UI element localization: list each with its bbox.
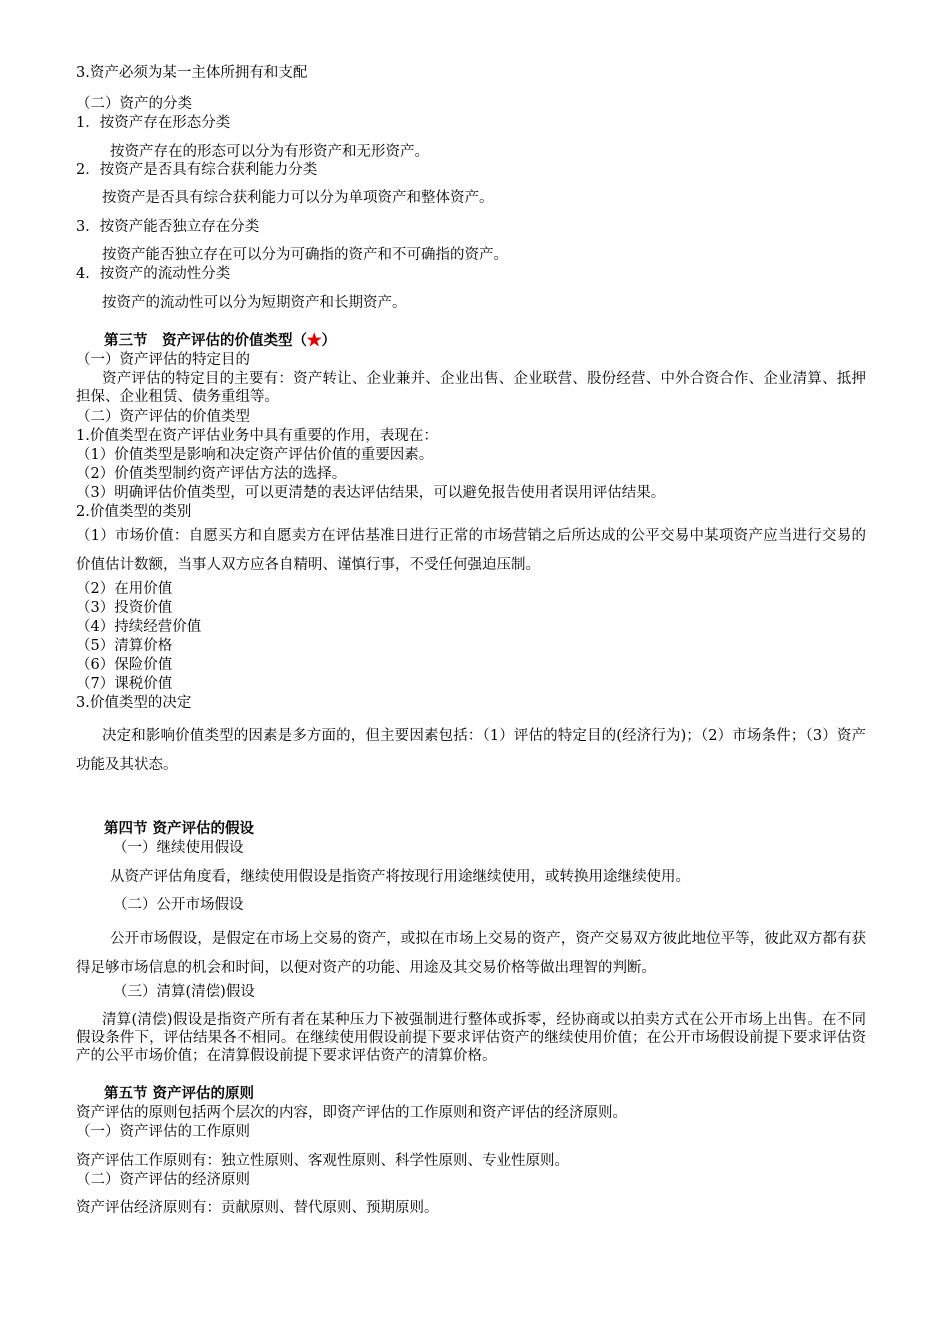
text-line: 1.价值类型在资产评估业务中具有重要的作用，表现在： [76,428,438,444]
list-item: （4）持续经营价值 [76,619,202,635]
paragraph: 按资产的流动性可以分为短期资产和长期资产。 [102,295,407,311]
list-item: （3）投资价值 [76,600,173,616]
section-title-close: ） [321,332,336,349]
paragraph: 公开市场假设，是假定在市场上交易的资产，或拟在市场上交易的资产，资产交易双方彼此地位平等，彼此双方都有获得足够市场信息的机会和时间，以便对资产的功能、用途及其交易价格等做出理智的判断。 [76,931,866,976]
list-item: （1）价值类型是影响和决定资产评估价值的重要因素。 [76,447,434,463]
list-item-heading: 2．按资产是否具有综合获利能力分类 [76,162,318,178]
section-title: 第四节 资产评估的假设 [104,820,255,837]
paragraph: （1）市场价值：自愿买方和自愿卖方在评估基准日进行正常的市场营销之后所达成的公平交易中某项资产应当进行交易的价值估计数额，当事人双方应各自精明、谨慎行事，不受任何强迫压制。 [76,528,866,573]
paragraph: 资产评估的特定目的主要有：资产转让、企业兼并、企业出售、企业联营、股份经营、中外合资合作、企业清算、抵押担保、企业租赁、债务重组等。 [76,371,866,405]
list-item: （6）保险价值 [76,657,173,673]
text-line: 3.资产必须为某一主体所拥有和支配 [76,65,308,81]
list-item: （7）课税价值 [76,676,173,692]
text-line: 3.价值类型的决定 [76,695,192,711]
subheading: （二）公开市场假设 [113,897,244,913]
paragraph: 清算(清偿)假设是指资产所有者在某种压力下被强制进行整体或拆零，经协商或以拍卖方式在公开市场上出售。在不同假设条件下，评估结果各不相同。在继续使用假设前提下要求评估资产的继续使用价值；在公开市场假设前提下要求评估资产的公平市场价值；在清算假设前提下要求评估资产的清算价格。 [76,1012,866,1064]
paragraph: 从资产评估角度看，继续使用假设是指资产将按现行用途继续使用，或转换用途继续使用。 [110,869,690,885]
section-title-text: 第三节 资产评估的价值类型（ [104,332,307,349]
paragraph: 决定和影响价值类型的因素是多方面的，但主要因素包括：（1）评估的特定目的(经济行为)；（2）市场条件；（3）资产功能及其状态。 [76,728,866,773]
list-item: （3）明确评估价值类型，可以更清楚的表达评估结果，可以避免报告使用者误用评估结果。 [76,485,666,501]
paragraph: 按资产能否独立存在可以分为可确指的资产和不可确指的资产。 [102,247,508,263]
star-icon: ★ [307,332,322,349]
list-item: （2）在用价值 [76,581,173,597]
subheading: （三）清算(清偿)假设 [113,984,255,1000]
paragraph: 资产评估经济原则有：贡献原则、替代原则、预期原则。 [76,1200,439,1216]
text-line: 2.价值类型的类别 [76,504,192,520]
section-title: 第五节 资产评估的原则 [104,1085,255,1102]
paragraph: 按资产存在的形态可以分为有形资产和无形资产。 [110,144,429,160]
subheading: （一）资产评估的特定目的 [76,352,250,368]
paragraph: 资产评估的原则包括两个层次的内容，即资产评估的工作原则和资产评估的经济原则。 [76,1105,627,1121]
paragraph: 按资产是否具有综合获利能力可以分为单项资产和整体资产。 [102,190,494,206]
subheading: （二）资产评估的经济原则 [76,1172,250,1188]
subheading: （二）资产评估的价值类型 [76,409,250,425]
list-item-heading: 3．按资产能否独立存在分类 [76,219,260,235]
list-item: （5）清算价格 [76,638,173,654]
list-item: （2）价值类型制约资产评估方法的选择。 [76,466,347,482]
paragraph: 资产评估工作原则有：独立性原则、客观性原则、科学性原则、专业性原则。 [76,1153,569,1169]
subheading: （二）资产的分类 [76,96,192,112]
list-item-heading: 1．按资产存在形态分类 [76,115,231,131]
subheading: （一）继续使用假设 [113,840,244,856]
list-item-heading: 4．按资产的流动性分类 [76,266,231,282]
section-title [104,332,336,350]
subheading: （一）资产评估的工作原则 [76,1124,250,1140]
